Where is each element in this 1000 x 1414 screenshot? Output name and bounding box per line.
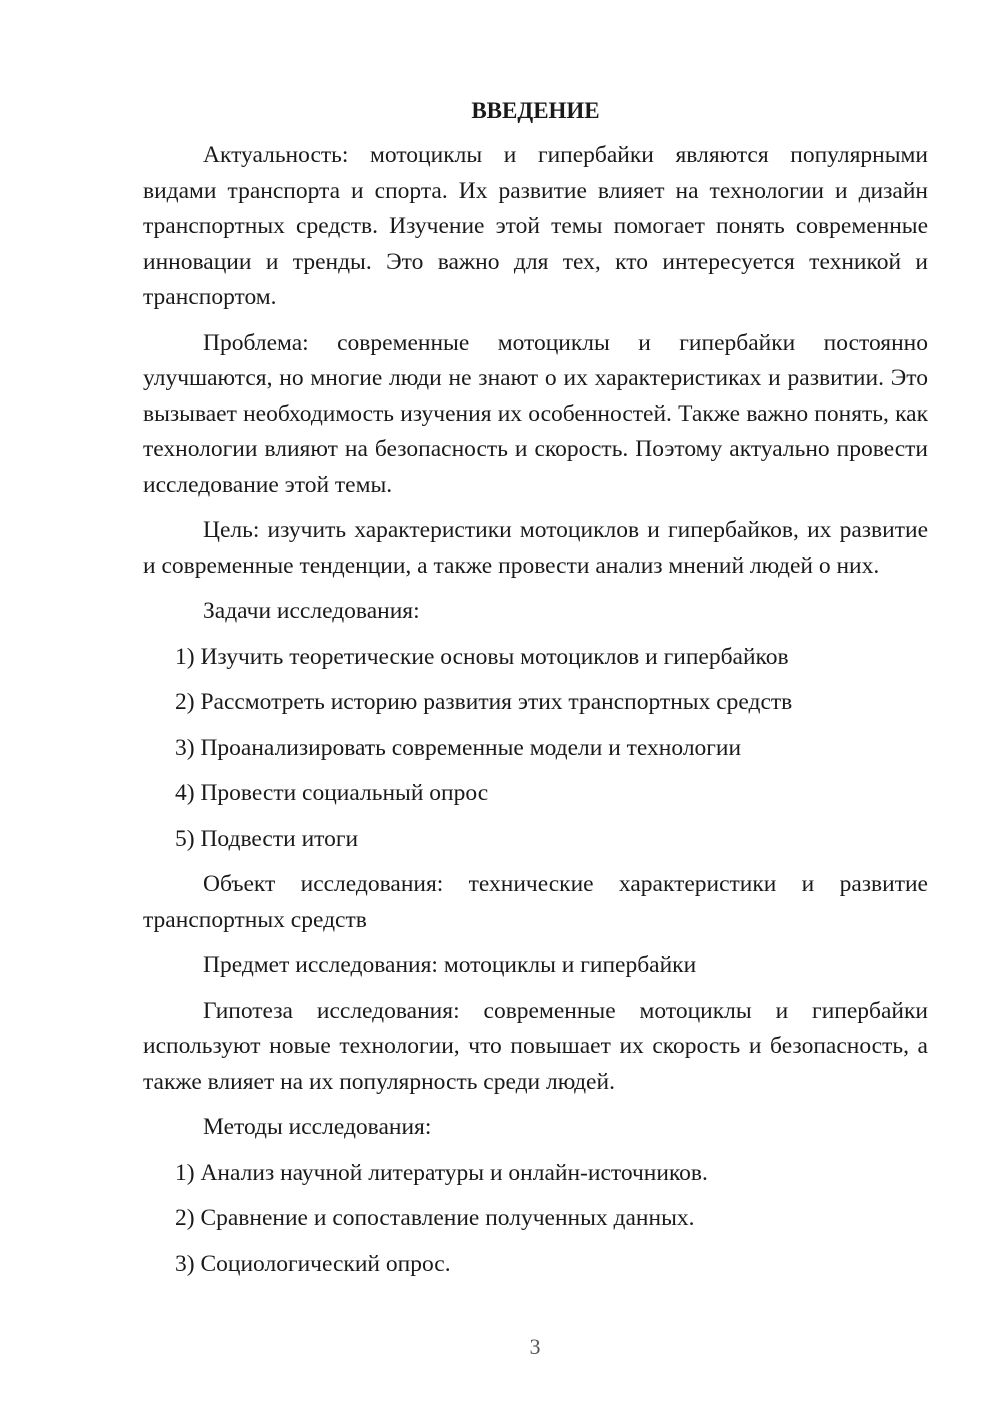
problem-paragraph: Проблема: современные мотоциклы и гипербайки постоянно улучшаются, но многие люди не знают о их характеристиках и развитии. Это вызывает необходимость изучения их особенностей. Также важно понять, как технологии влияют на безопасность и скорость. Поэтому актуально провести исследование этой темы. <box>143 329 928 498</box>
document-page <box>143 96 928 1292</box>
relevance-paragraph: Актуальность: мотоциклы и гипербайки являются популярными видами транспорта и спорта. Их развитие влияет на технологии и дизайн транспортных средств. Изучение этой темы помогает понять современные инновации и тренды. Это важно для тех, кто интересуется техникой и транспортом. <box>143 142 928 310</box>
list-item: 1) Анализ научной литературы и онлайн-источников. <box>175 1159 708 1186</box>
page-number: 3 <box>529 1334 541 1359</box>
list-item: 4) Провести социальный опрос <box>175 780 489 806</box>
section-title: ВВЕДЕНИЕ <box>471 98 600 123</box>
list-item: 3) Социологический опрос. <box>175 1250 451 1277</box>
list-item: 5) Подвести итоги <box>175 825 359 852</box>
subject-paragraph: Предмет исследования: мотоциклы и гипербайки <box>203 952 697 978</box>
methods-heading: Методы исследования: <box>203 1114 432 1140</box>
list-item: 1) Изучить теоретические основы мотоциклов и гипербайков <box>175 643 789 670</box>
list-item: 3) Проанализировать современные модели и технологии <box>175 734 742 761</box>
object-paragraph: Объект исследования: технические характеристики и развитие транспортных средств <box>143 871 928 933</box>
hypothesis-paragraph: Гипотеза исследования: современные мотоциклы и гипербайки используют новые технологии, что повышает их скорость и безопасность, а также влияет на их популярность среди людей. <box>143 997 928 1095</box>
tasks-list <box>143 640 928 858</box>
tasks-heading: Задачи исследования: <box>203 598 420 624</box>
list-item: 2) Сравнение и сопоставление полученных данных. <box>175 1205 695 1231</box>
goal-paragraph: Цель: изучить характеристики мотоциклов и гипербайков, их развитие и современные тенденции, а также провести анализ мнений людей о них. <box>143 517 928 579</box>
methods-list <box>143 1156 928 1283</box>
list-item: 2) Рассмотреть историю развития этих транспортных средств <box>175 689 793 715</box>
